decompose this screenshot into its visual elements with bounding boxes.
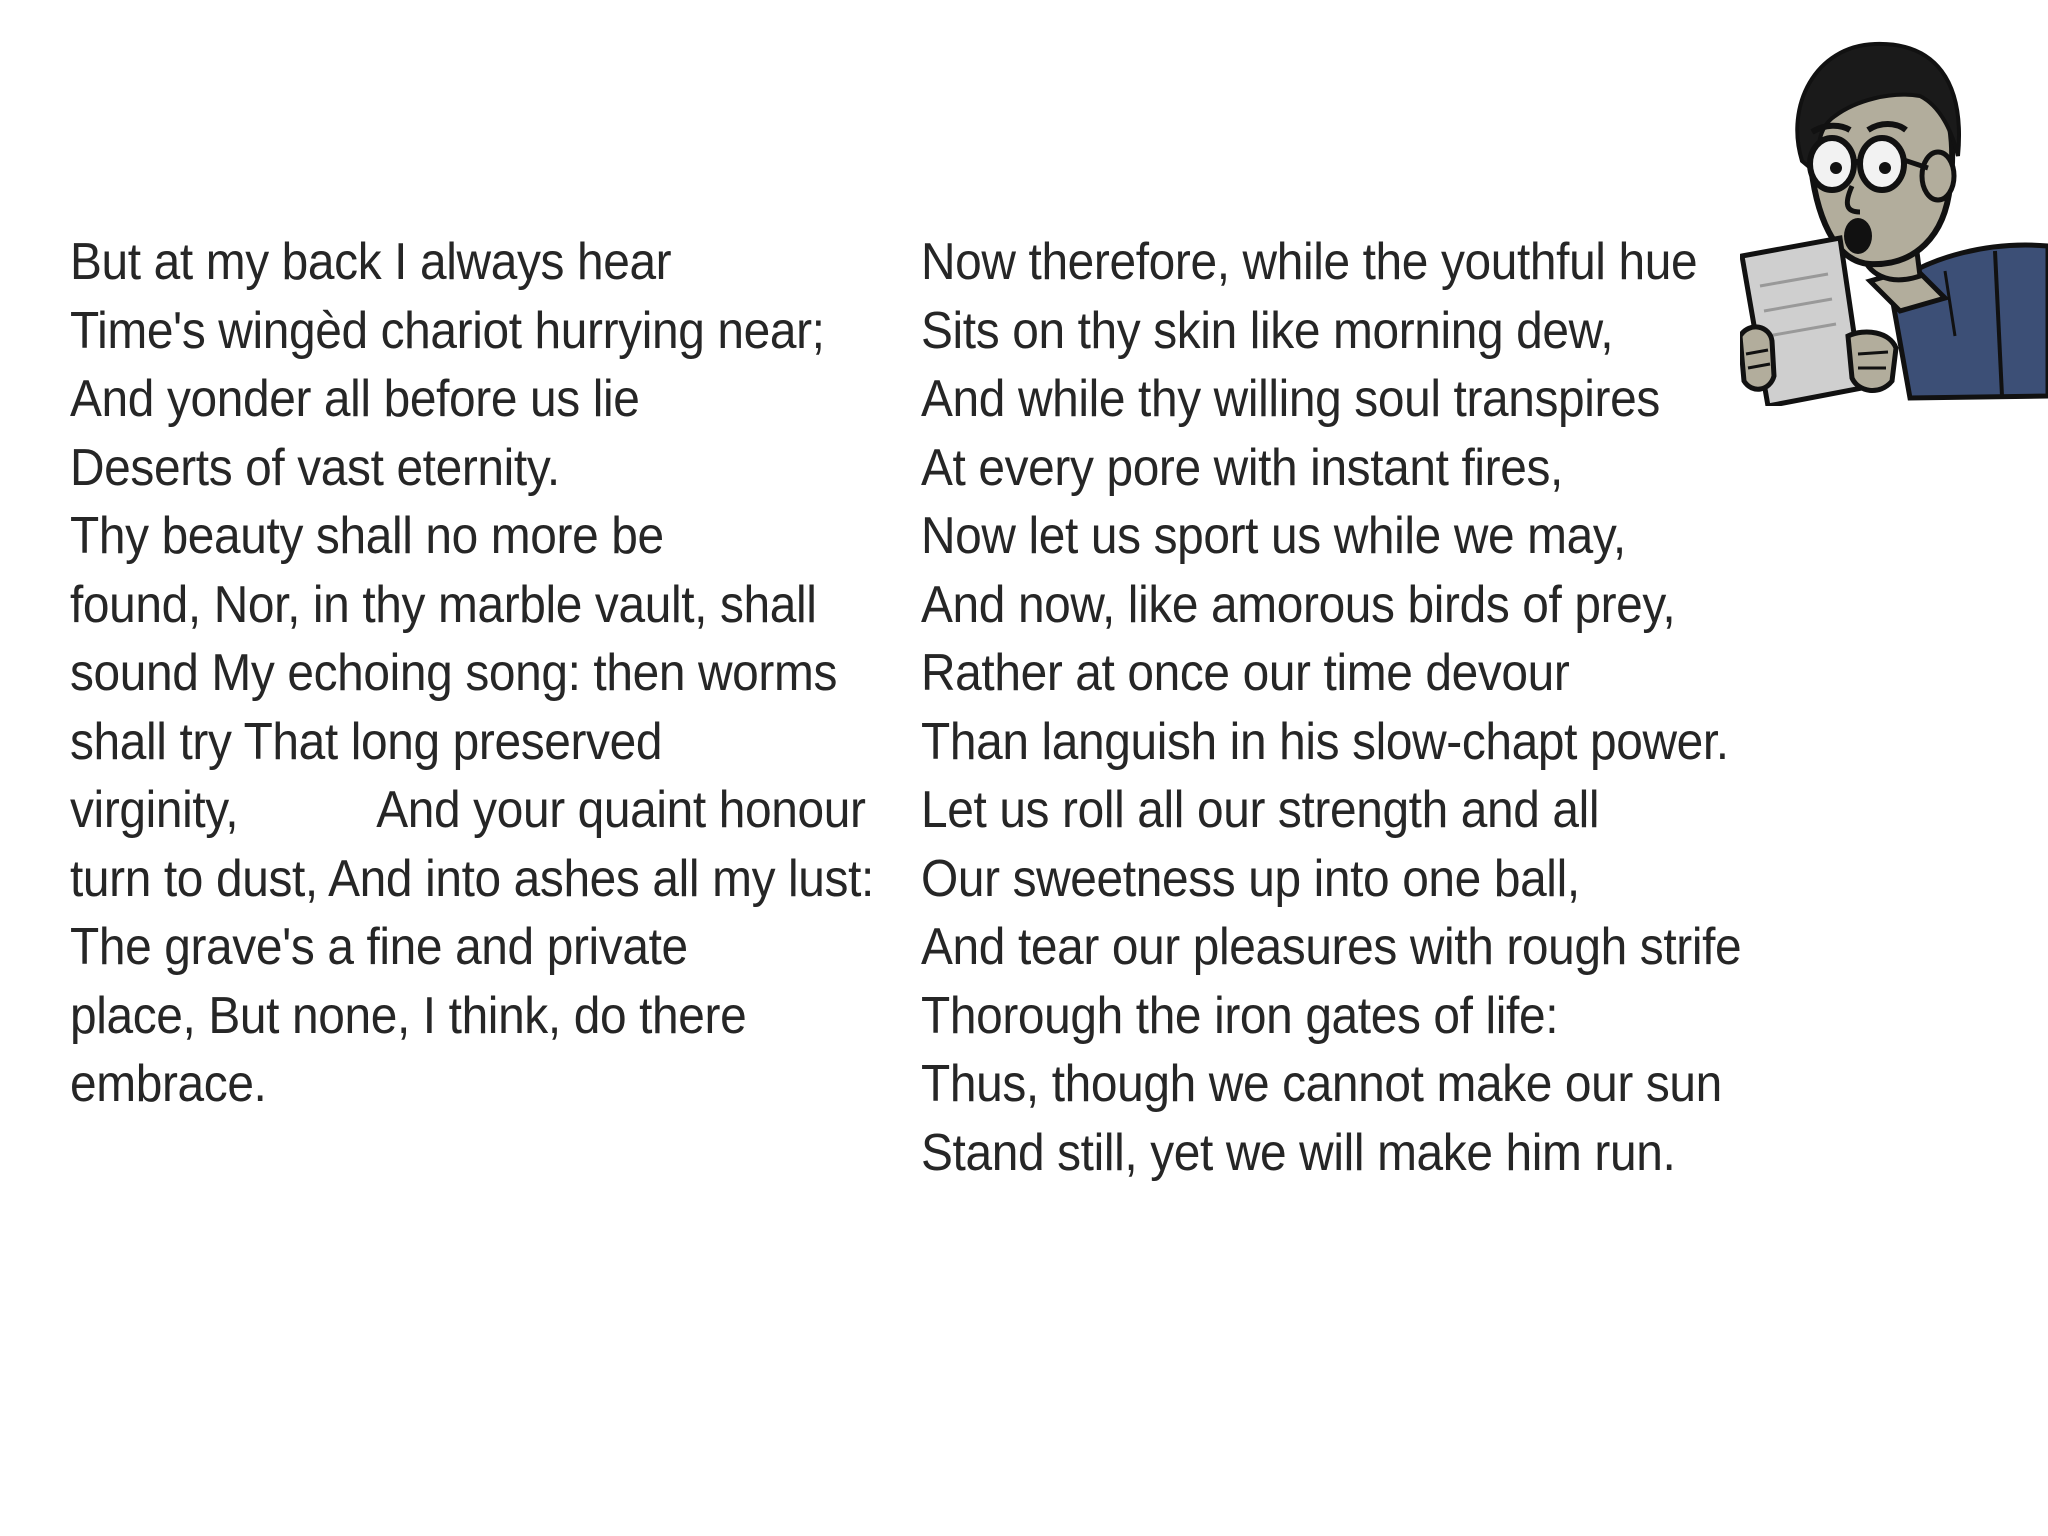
- poem-line: embrace.: [70, 1055, 267, 1113]
- poem-stanza-left: [70, 228, 874, 1119]
- poem-line: And tear our pleasures with rough strife: [921, 918, 1742, 976]
- poem-line: found, Nor, in thy marble vault, shall: [70, 575, 817, 634]
- poem-line: turn to dust, And into ashes all my lust:: [70, 849, 874, 908]
- poem-line: Than languish in his slow-chapt power.: [921, 712, 1729, 771]
- poem-line: sound My echoing song: then worms: [70, 644, 838, 702]
- poem-line: And while thy willing soul transpires: [921, 370, 1660, 428]
- poem-line: shall try That long preserved: [70, 712, 663, 771]
- poem-line: place, But none, I think, do there: [70, 986, 747, 1045]
- poem-line: At every pore with instant fires,: [921, 438, 1563, 497]
- poem-line: And now, like amorous birds of prey,: [921, 575, 1676, 634]
- poem-line: Thy beauty shall no more be: [70, 507, 664, 565]
- poem-line: Thorough the iron gates of life:: [921, 986, 1559, 1045]
- poem-line: Sits on thy skin like morning dew,: [921, 301, 1614, 360]
- poem-stanza-right: [921, 228, 1741, 1187]
- poem-line-part: virginity,: [70, 781, 239, 839]
- poem-line: Now therefore, while the youthful hue: [921, 233, 1698, 291]
- poem-line: Our sweetness up into one ball,: [921, 849, 1580, 908]
- poem-line: But at my back I always hear: [70, 233, 672, 291]
- poem-line: Let us roll all our strength and all: [921, 781, 1600, 839]
- poem-line-part: And your quaint honour: [376, 781, 866, 839]
- man-reading-paper-icon: [1740, 36, 2048, 406]
- poem-line: Deserts of vast eternity.: [70, 438, 560, 497]
- poem-line: [70, 776, 874, 845]
- poem-line: The grave's a fine and private: [70, 918, 688, 976]
- poem-line: Rather at once our time devour: [921, 644, 1570, 702]
- poem-line: And yonder all before us lie: [70, 370, 640, 428]
- poem-line: Now let us sport us while we may,: [921, 507, 1626, 565]
- poem-line: Thus, though we cannot make our sun: [921, 1055, 1722, 1113]
- poem-line: Time's wingèd chariot hurrying near;: [70, 301, 825, 360]
- poem-line: Stand still, yet we will make him run.: [921, 1123, 1676, 1182]
